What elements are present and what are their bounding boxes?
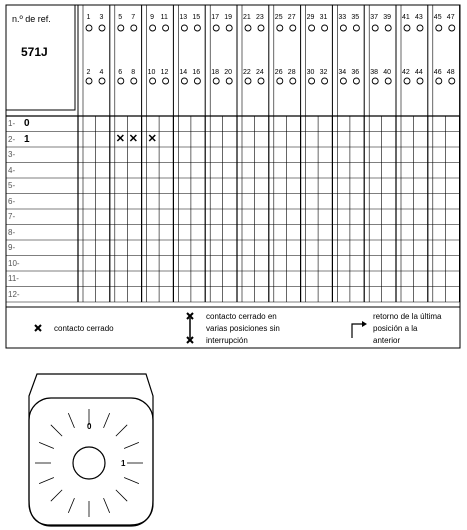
contact-number-bottom: 32 <box>319 69 328 76</box>
contact-terminal-top <box>163 25 169 31</box>
closed-contact-mark: ✕ <box>147 132 157 145</box>
contact-terminal-bottom <box>99 78 105 84</box>
contact-terminal-top <box>181 25 187 31</box>
contact-terminal-top <box>340 25 346 31</box>
contact-terminal-bottom <box>385 78 391 84</box>
contact-number-top: 21 <box>243 14 251 21</box>
ref-label: n.º de ref. <box>12 14 51 24</box>
contact-terminal-top <box>213 25 219 31</box>
contact-number-bottom: 30 <box>306 69 315 76</box>
contact-number-bottom: 6 <box>118 69 123 76</box>
contact-terminal-bottom <box>118 78 124 84</box>
contact-number-bottom: 24 <box>256 69 264 76</box>
contact-number-top: 45 <box>433 14 442 21</box>
contact-number-top: 27 <box>287 14 296 21</box>
contact-terminal-top <box>322 25 328 31</box>
contact-terminal-bottom <box>372 78 378 84</box>
contact-number-bottom: 48 <box>446 69 455 76</box>
dial-position-1-label: 1 <box>121 459 126 468</box>
contact-terminal-bottom <box>353 78 359 84</box>
position-label: 6- <box>8 196 16 206</box>
contact-number-top: 13 <box>179 14 188 21</box>
closed-contact-mark: ✕ <box>128 132 139 145</box>
contact-number-bottom: 36 <box>351 69 360 76</box>
return-arrow-head <box>362 321 367 327</box>
position-label: 8- <box>8 227 16 237</box>
contact-number-top: 35 <box>351 14 360 21</box>
position-value: 1 <box>24 133 30 145</box>
contact-number-top: 19 <box>224 14 232 21</box>
dial-position-0-label: 0 <box>87 422 92 431</box>
contact-number-bottom: 34 <box>338 69 347 76</box>
legend-closed-icon <box>35 325 41 331</box>
position-grid <box>6 116 460 302</box>
position-label: 7- <box>8 212 16 221</box>
contact-number-bottom: 38 <box>370 69 378 76</box>
position-label: 2- <box>8 134 16 144</box>
contact-number-bottom: 42 <box>402 69 410 76</box>
contact-number-bottom: 26 <box>274 69 283 76</box>
contact-terminal-top <box>404 25 410 31</box>
contact-terminal-bottom <box>277 78 283 84</box>
closed-contact-mark: ✕ <box>115 132 126 145</box>
contact-number-top: 7 <box>131 14 136 21</box>
contact-number-top: 23 <box>256 14 264 21</box>
contact-number-bottom: 40 <box>383 69 391 76</box>
contact-number-top: 5 <box>118 14 123 21</box>
legend-return-line-2: posición a la <box>373 324 418 333</box>
contact-number-bottom: 14 <box>179 69 188 76</box>
ref-value: 571J <box>21 45 48 59</box>
contact-terminal-top <box>245 25 251 31</box>
contact-number-bottom: 8 <box>131 69 136 76</box>
contact-terminal-top <box>131 25 137 31</box>
contact-terminal-bottom <box>417 78 423 84</box>
contact-number-top: 11 <box>160 14 168 21</box>
contact-number-bottom: 44 <box>415 69 423 76</box>
contact-terminal-bottom <box>213 78 219 84</box>
contact-terminal-top <box>449 25 455 31</box>
contact-terminal-top <box>385 25 391 31</box>
contact-terminal-top <box>372 25 378 31</box>
contact-terminal-top <box>353 25 359 31</box>
legend-return-line-3: anterior <box>373 336 401 345</box>
contact-terminal-bottom <box>404 78 410 84</box>
contact-number-bottom: 22 <box>243 69 251 76</box>
legend-return-icon <box>352 321 367 338</box>
contact-number-top: 31 <box>319 14 328 21</box>
contact-terminal-top <box>226 25 232 31</box>
contact-number-bottom: 2 <box>86 69 91 76</box>
contact-number-top: 43 <box>415 14 423 21</box>
rotary-dial <box>29 374 153 526</box>
position-label: 12- <box>8 289 20 299</box>
contact-number-bottom: 10 <box>147 69 156 76</box>
contact-number-top: 33 <box>338 14 347 21</box>
contact-terminal-top <box>258 25 264 31</box>
contact-number-top: 15 <box>192 14 201 21</box>
contact-number-top: 47 <box>446 14 455 21</box>
contact-terminal-bottom <box>436 78 442 84</box>
contact-terminal-top <box>99 25 105 31</box>
contact-terminal-bottom <box>290 78 296 84</box>
contact-number-bottom: 16 <box>192 69 201 76</box>
legend-multi-line-1: contacto cerrado en <box>206 312 277 321</box>
legend-multi-line-2: varias posiciones sin <box>206 324 280 333</box>
position-label: 3- <box>8 150 16 159</box>
position-label: 10- <box>8 258 20 268</box>
contact-terminal-top <box>309 25 315 31</box>
contact-number-top: 37 <box>370 14 378 21</box>
position-label: 4- <box>8 165 16 175</box>
contact-terminal-bottom <box>163 78 169 84</box>
legend-closed-label: contacto cerrado <box>54 324 114 333</box>
contact-terminal-bottom <box>131 78 137 84</box>
legend-multi-line-3: interrupción <box>206 336 248 345</box>
contact-terminal-top <box>417 25 423 31</box>
contact-number-top: 29 <box>306 14 315 21</box>
contact-terminal-bottom <box>150 78 156 84</box>
contact-terminal-bottom <box>245 78 251 84</box>
position-label: 5- <box>8 181 16 190</box>
contact-terminal-top <box>150 25 156 31</box>
contact-number-bottom: 4 <box>99 69 104 76</box>
position-label: 1- <box>8 119 16 128</box>
contact-terminal-bottom <box>226 78 232 84</box>
contact-terminal-bottom <box>340 78 346 84</box>
dial-shaft <box>73 447 105 479</box>
outer-frame <box>6 5 460 348</box>
contact-number-bottom: 28 <box>287 69 296 76</box>
position-label: 11- <box>8 274 19 283</box>
contact-terminal-bottom <box>258 78 264 84</box>
contact-number-top: 41 <box>402 14 410 21</box>
contact-number-bottom: 12 <box>160 69 169 76</box>
contact-terminal-top <box>194 25 200 31</box>
legend-return-line-1: retorno de la última <box>373 312 442 321</box>
contact-number-bottom: 20 <box>224 69 232 76</box>
contact-number-top: 1 <box>86 14 91 21</box>
contact-terminal-bottom <box>309 78 315 84</box>
contact-terminal-bottom <box>86 78 92 84</box>
contact-terminal-bottom <box>322 78 328 84</box>
contact-number-top: 25 <box>274 14 283 21</box>
contact-terminal-top <box>436 25 442 31</box>
position-value: 0 <box>24 118 30 129</box>
contact-terminal-top <box>290 25 296 31</box>
contact-terminal-bottom <box>194 78 200 84</box>
position-label: 9- <box>8 243 16 252</box>
contact-number-bottom: 18 <box>211 69 219 76</box>
contact-terminal-bottom <box>181 78 187 84</box>
contact-number-top: 17 <box>211 14 219 21</box>
contact-number-top: 3 <box>99 14 104 21</box>
return-arrow-body <box>352 324 362 338</box>
contact-terminal-top <box>277 25 283 31</box>
contact-number-bottom: 46 <box>433 69 442 76</box>
contact-number-top: 39 <box>383 14 391 21</box>
contact-terminal-bottom <box>449 78 455 84</box>
contact-number-top: 9 <box>150 14 154 21</box>
header-frame <box>6 5 460 348</box>
contact-terminal-top <box>118 25 124 31</box>
contact-terminal-top <box>86 25 92 31</box>
